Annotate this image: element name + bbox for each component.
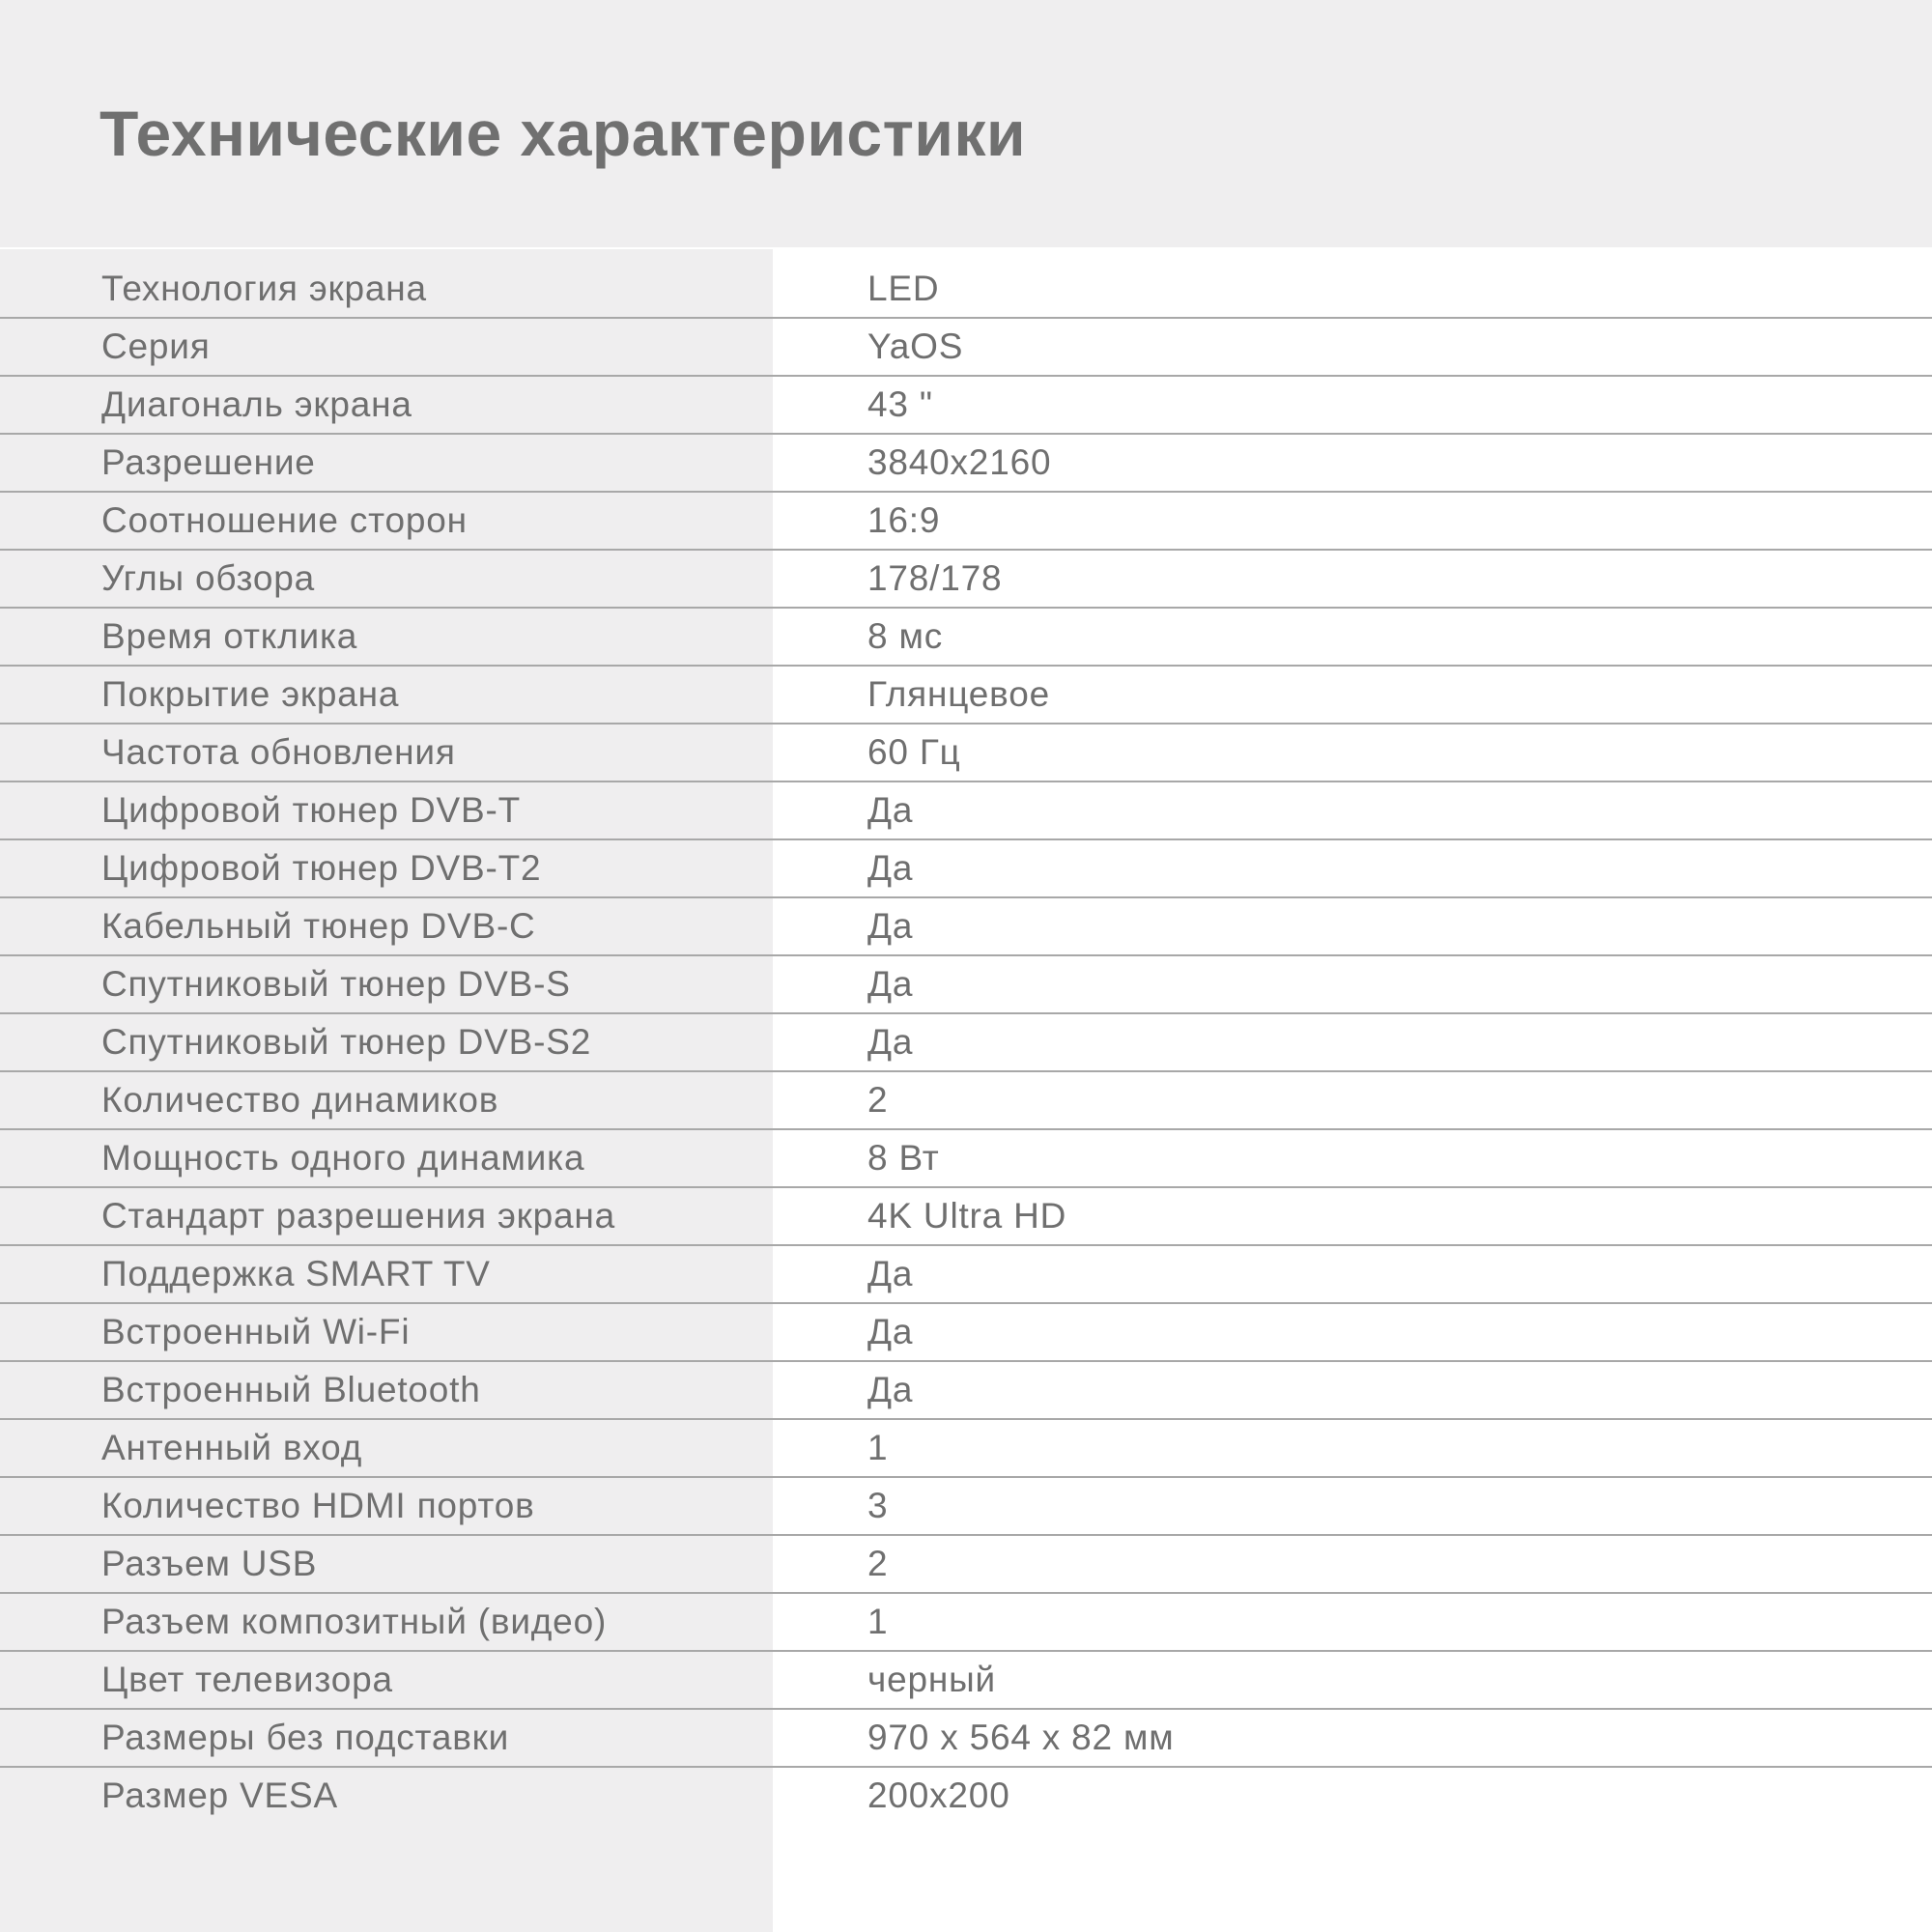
spec-value: 2 <box>867 1080 889 1120</box>
spec-row <box>0 551 1932 609</box>
spec-label: Спутниковый тюнер DVB-S2 <box>101 1022 592 1062</box>
spec-row <box>0 898 1932 956</box>
spec-value: 3 <box>867 1486 889 1525</box>
spec-value: Да <box>867 964 914 1004</box>
spec-value: 970 х 564 х 82 мм <box>867 1718 1175 1757</box>
spec-value: YaOS <box>867 327 964 366</box>
spec-row <box>0 1594 1932 1652</box>
spec-row <box>0 1362 1932 1420</box>
spec-row <box>0 1072 1932 1130</box>
spec-row <box>0 1768 1932 1826</box>
spec-label: Цвет телевизора <box>101 1660 393 1699</box>
header-band <box>0 0 1932 247</box>
spec-value: 2 <box>867 1544 889 1583</box>
spec-value: 1 <box>867 1602 889 1641</box>
spec-value: 4K Ultra HD <box>867 1196 1067 1236</box>
spec-label: Встроенный Bluetooth <box>101 1370 481 1409</box>
spec-label: Мощность одного динамика <box>101 1138 585 1178</box>
spec-value: 200х200 <box>867 1776 1010 1815</box>
spec-row <box>0 782 1932 840</box>
spec-row <box>0 435 1932 493</box>
spec-value: Глянцевое <box>867 674 1050 714</box>
spec-label: Размеры без подставки <box>101 1718 510 1757</box>
spec-row <box>0 377 1932 435</box>
spec-label: Время отклика <box>101 616 358 656</box>
spec-value: 8 мс <box>867 616 943 656</box>
spec-row <box>0 609 1932 667</box>
spec-value: Да <box>867 1312 914 1351</box>
spec-value: черный <box>867 1660 996 1699</box>
spec-value: Да <box>867 1254 914 1293</box>
spec-label: Спутниковый тюнер DVB-S <box>101 964 571 1004</box>
spec-row <box>0 261 1932 319</box>
spec-row <box>0 1188 1932 1246</box>
spec-label: Антенный вход <box>101 1428 363 1467</box>
spec-value: 1 <box>867 1428 889 1467</box>
spec-label: Цифровой тюнер DVB-T2 <box>101 848 542 888</box>
spec-label: Серия <box>101 327 211 366</box>
spec-row <box>0 319 1932 377</box>
spec-value: 16:9 <box>867 500 941 540</box>
spec-label: Разъем USB <box>101 1544 318 1583</box>
spec-label: Разъем композитный (видео) <box>101 1602 608 1641</box>
spec-row <box>0 667 1932 724</box>
page-title: Технические характеристики <box>99 98 1027 169</box>
spec-label: Углы обзора <box>101 558 316 598</box>
spec-row <box>0 493 1932 551</box>
spec-value: 3840x2160 <box>867 442 1052 482</box>
spec-label: Соотношение сторон <box>101 500 468 540</box>
spec-value: Да <box>867 1370 914 1409</box>
spec-value: 43 " <box>867 384 933 424</box>
spec-value: 178/178 <box>867 558 1003 598</box>
spec-label: Поддержка SMART TV <box>101 1254 491 1293</box>
spec-row <box>0 1014 1932 1072</box>
spec-value: Да <box>867 906 914 946</box>
spec-label: Встроенный Wi-Fi <box>101 1312 411 1351</box>
spec-value: 8 Вт <box>867 1138 940 1178</box>
spec-label: Разрешение <box>101 442 316 482</box>
spec-label: Кабельный тюнер DVB-C <box>101 906 536 946</box>
spec-row <box>0 840 1932 898</box>
spec-row <box>0 1304 1932 1362</box>
spec-row <box>0 1536 1932 1594</box>
spec-table <box>0 261 1932 1826</box>
spec-row <box>0 1420 1932 1478</box>
spec-label: Цифровой тюнер DVB-T <box>101 790 521 830</box>
spec-label: Размер VESA <box>101 1776 338 1815</box>
spec-label: Диагональ экрана <box>101 384 412 424</box>
spec-label: Частота обновления <box>101 732 456 772</box>
spec-label: Количество динамиков <box>101 1080 499 1120</box>
spec-value: Да <box>867 848 914 888</box>
spec-row <box>0 1130 1932 1188</box>
spec-label: Покрытие экрана <box>101 674 400 714</box>
spec-label: Стандарт разрешения экрана <box>101 1196 615 1236</box>
spec-label: Количество HDMI портов <box>101 1486 535 1525</box>
spec-row <box>0 1246 1932 1304</box>
spec-label: Технология экрана <box>101 269 427 308</box>
spec-row <box>0 1652 1932 1710</box>
spec-row <box>0 724 1932 782</box>
spec-value: Да <box>867 1022 914 1062</box>
spec-row <box>0 956 1932 1014</box>
spec-value: Да <box>867 790 914 830</box>
spec-value: LED <box>867 269 940 308</box>
spec-value: 60 Гц <box>867 732 961 772</box>
spec-row <box>0 1478 1932 1536</box>
spec-row <box>0 1710 1932 1768</box>
